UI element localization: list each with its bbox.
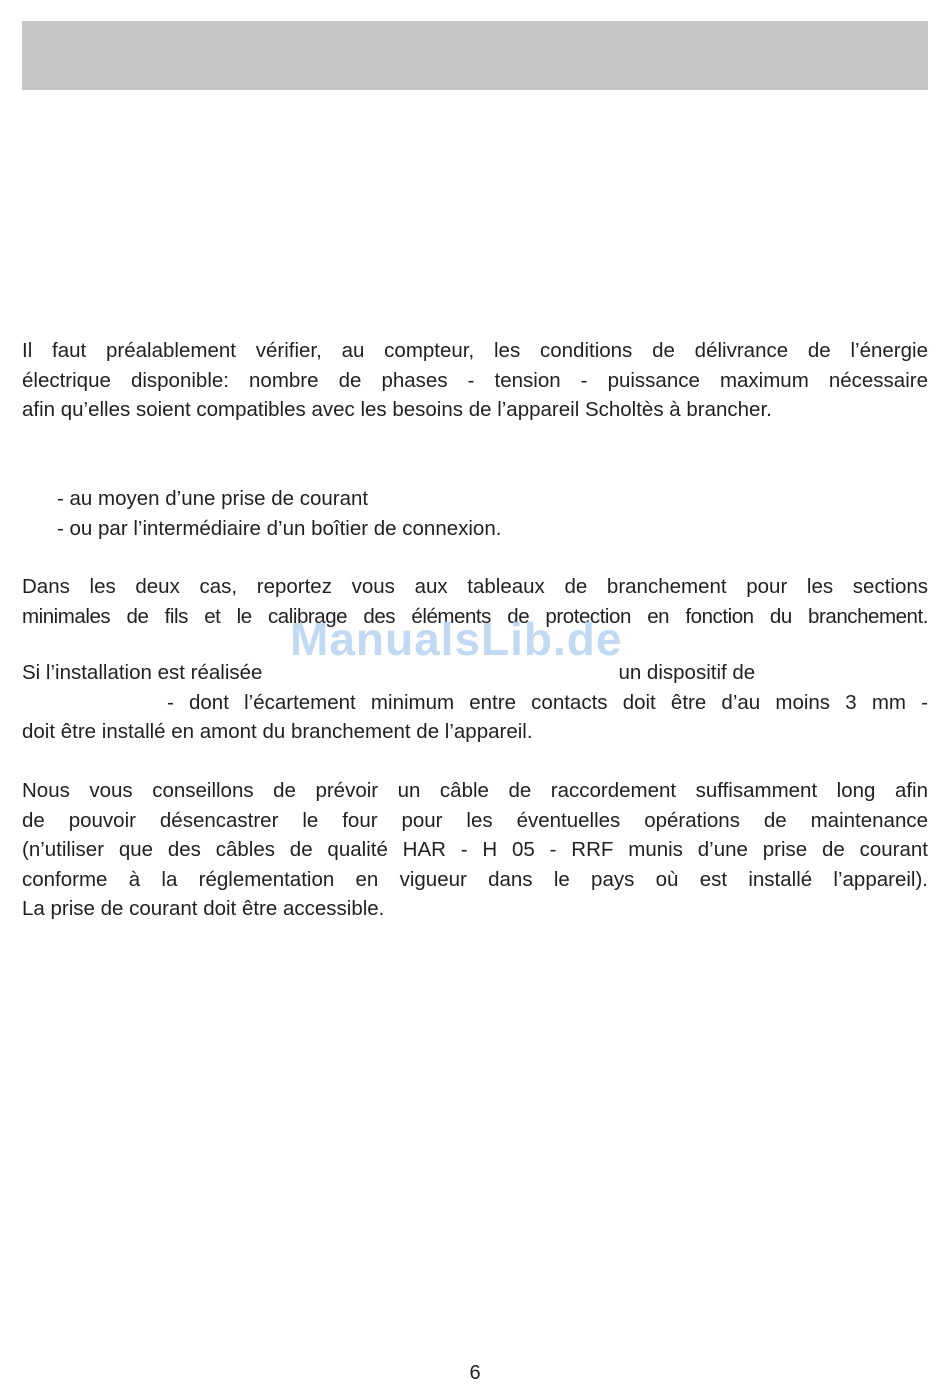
paragraph-line: afin qu’elles soient compatibles avec les besoins de l’appareil Scholtès à brancher.	[22, 398, 772, 421]
paragraph-line: Nous vous conseillons de prévoir un câble de raccordement suffisamment long afin	[22, 779, 928, 802]
paragraph-tables-reference	[22, 572, 928, 631]
paragraph-energy-check	[22, 336, 928, 425]
paragraph-line: conforme à la réglementation en vigueur dans le pays où est installé l’appareil).	[22, 867, 928, 891]
list-item: - ou par l’intermédiaire d’un boîtier de connexion.	[57, 516, 502, 540]
paragraph-line	[22, 688, 928, 718]
paragraph-line-end: un dispositif de	[618, 661, 756, 684]
paragraph-line: Il faut préalablement vérifier, au compteur, les conditions de délivrance de l’énergie	[22, 339, 928, 362]
connection-options-list	[22, 484, 928, 543]
paragraph-line: La prise de courant doit être accessible.	[22, 897, 385, 920]
paragraph-line: minimales de fils et le calibrage des éléments de protection en fonction du branchement.	[22, 604, 928, 628]
paragraph-line: électrique disponible: nombre de phases - tension - puissance maximum nécessaire	[22, 368, 928, 392]
list-item: - au moyen d’une prise de courant	[57, 487, 369, 510]
paragraph-line: de pouvoir désencastrer le four pour les éventuelles opérations de maintenance	[22, 808, 928, 832]
paragraph-line: Dans les deux cas, reportez vous aux tableaux de branchement pour les sections	[22, 575, 928, 598]
page-number: 6	[469, 1362, 481, 1384]
paragraph-cable-advice	[22, 776, 928, 924]
paragraph-line-start: Si l’installation est réalisée	[22, 661, 263, 684]
paragraph-installation-device	[22, 658, 928, 747]
paragraph-line	[22, 658, 928, 688]
paragraph-line-text: - dont l’écartement minimum entre contacts doit être d’au moins 3 mm -	[167, 690, 928, 714]
paragraph-line: (n’utiliser que des câbles de qualité HAR - H 05 - RRF munis d’une prise de courant	[22, 838, 928, 861]
section-header-bar	[22, 21, 928, 90]
watermark: ManualsLib.de	[290, 613, 623, 665]
paragraph-line: doit être installé en amont du branchement de l’appareil.	[22, 720, 533, 743]
